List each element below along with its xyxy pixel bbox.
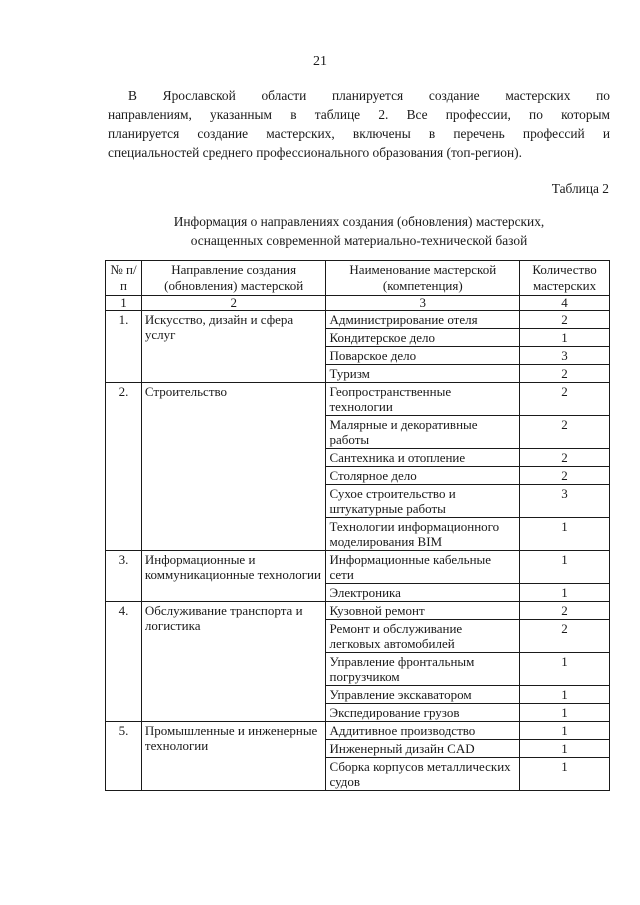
direction-cell: Обслуживание транспорта и логистика [141,602,326,722]
column-index-row [106,296,610,311]
direction-cell: Строительство [141,383,326,551]
header-count: Количество мастерских [520,261,610,296]
workshop-name-cell: Сухое строительство и штукатурные работы [326,485,520,518]
workshop-name-cell: Инженерный дизайн CAD [326,740,520,758]
workshop-count-cell: 1 [520,653,610,686]
workshop-count-cell: 3 [520,485,610,518]
workshop-count-cell: 1 [520,518,610,551]
row-number: 5. [106,722,142,791]
direction-cell: Искусство, дизайн и сфера услуг [141,311,326,383]
workshop-name-cell: Управление фронтальным погрузчиком [326,653,520,686]
table-row [106,383,610,416]
table-row [106,602,610,620]
intro-line: направлениям, указанным в таблице 2. Все профессии, по которым [108,107,610,122]
workshop-count-cell: 1 [520,740,610,758]
workshop-name-cell: Малярные и декоративные работы [326,416,520,449]
column-index: 1 [106,296,142,311]
workshop-name-cell: Сборка корпусов металлических судов [326,758,520,791]
workshop-count-cell: 1 [520,722,610,740]
workshop-name-cell: Кондитерское дело [326,329,520,347]
direction-cell: Информационные и коммуникационные технологии [141,551,326,602]
page-number: 21 [313,54,327,69]
workshop-count-cell: 2 [520,416,610,449]
row-number: 1. [106,311,142,383]
workshop-count-cell: 1 [520,551,610,584]
table-row [106,311,610,329]
table-title-line: Информация о направлениях создания (обновления) мастерских, [173,214,545,229]
column-index: 2 [141,296,326,311]
direction-cell: Промышленные и инженерные технологии [141,722,326,791]
workshop-count-cell: 3 [520,347,610,365]
workshop-count-cell: 1 [520,758,610,791]
workshop-name-cell: Сантехника и отопление [326,449,520,467]
workshop-count-cell: 2 [520,365,610,383]
workshop-name-cell: Кузовной ремонт [326,602,520,620]
workshop-count-cell: 1 [520,704,610,722]
header-workshop: Наименование мастерской (компетенция) [326,261,520,296]
intro-line: В Ярославской области планируется создание мастерских по [128,88,610,103]
workshop-name-cell: Информационные кабельные сети [326,551,520,584]
workshop-count-cell: 2 [520,311,610,329]
workshop-count-cell: 1 [520,329,610,347]
table-title-line: оснащенных современной материально-технической базой [190,233,528,248]
workshop-count-cell: 1 [520,584,610,602]
workshop-count-cell: 2 [520,449,610,467]
workshop-name-cell: Столярное дело [326,467,520,485]
row-number: 2. [106,383,142,551]
table-row [106,722,610,740]
column-index: 4 [520,296,610,311]
table-body [106,311,610,791]
intro-paragraph [108,86,610,162]
row-number: 3. [106,551,142,602]
workshop-name-cell: Администрирование отеля [326,311,520,329]
workshop-count-cell: 2 [520,620,610,653]
workshop-name-cell: Экспедирование грузов [326,704,520,722]
table-header-row [106,261,610,296]
workshops-table [105,260,610,791]
row-number: 4. [106,602,142,722]
workshop-name-cell: Технологии информационного моделирования BIM [326,518,520,551]
intro-line: планируется создание мастерских, включены в перечень профессий и [108,126,610,141]
workshop-name-cell: Аддитивное производство [326,722,520,740]
header-direction: Направление создания (обновления) мастерской [141,261,326,296]
column-index: 3 [326,296,520,311]
workshop-name-cell: Туризм [326,365,520,383]
workshop-name-cell: Электроника [326,584,520,602]
workshop-count-cell: 2 [520,383,610,416]
workshop-count-cell: 2 [520,602,610,620]
workshop-count-cell: 2 [520,467,610,485]
intro-line: специальностей среднего профессионального образования (топ-регион). [108,145,522,160]
workshop-name-cell: Геопространственные технологии [326,383,520,416]
workshop-name-cell: Ремонт и обслуживание легковых автомобилей [326,620,520,653]
header-num: № п/п [106,261,142,296]
workshop-count-cell: 1 [520,686,610,704]
table-title [108,212,610,250]
table-row [106,551,610,584]
table-label: Таблица 2 [551,181,609,196]
workshop-name-cell: Поварское дело [326,347,520,365]
workshop-name-cell: Управление экскаватором [326,686,520,704]
